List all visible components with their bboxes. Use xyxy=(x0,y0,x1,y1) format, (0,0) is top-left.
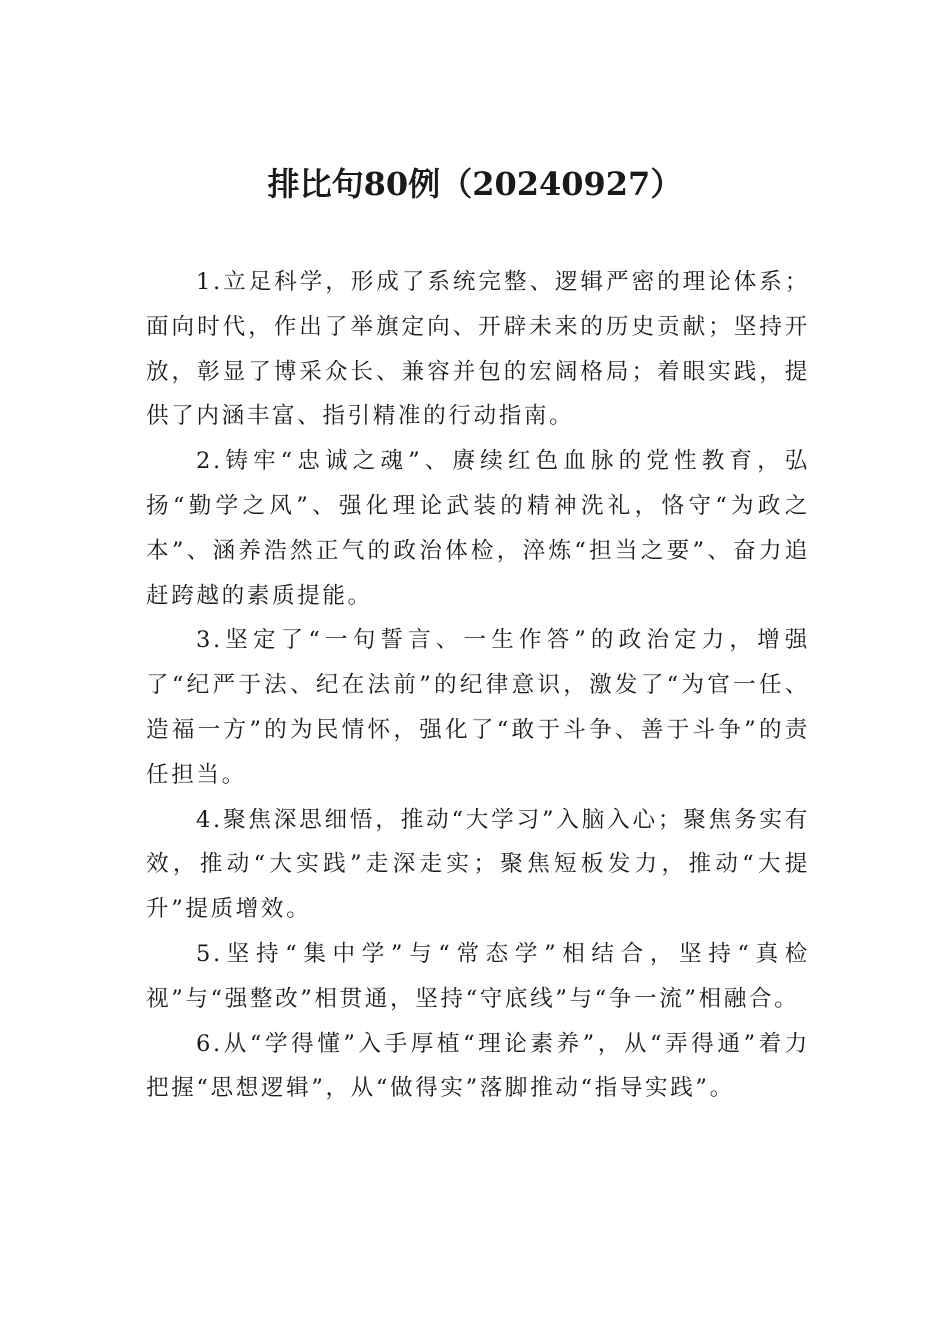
paragraph-2: 2.铸牢“忠诚之魂”、赓续红色血脉的党性教育，弘扬“勤学之风”、强化理论武装的精神洗礼，恪守“为政之本”、涵养浩然正气的政治体检，淬炼“担当之要”、奋力追赶跨越的素质提能。 xyxy=(146,448,810,609)
paragraph-1: 1.立足科学，形成了系统完整、逻辑严密的理论体系；面向时代，作出了举旗定向、开辟未来的历史贡献；坚持开放，彰显了博采众长、兼容并包的宏阔格局；着眼实践，提供了内涵丰富、指引精准的行动指南。 xyxy=(146,269,810,430)
document-title: 排比句80例（20240927） xyxy=(267,165,683,203)
paragraph-6: 6.从“学得懂”入手厚植“理论素养”，从“弄得通”着力把握“思想逻辑”，从“做得实”落脚推动“指导实践”。 xyxy=(146,1030,810,1102)
paragraph-5: 5.坚持“集中学”与“常态学”相结合，坚持“真检视”与“强整改”相贯通，坚持“守底线”与“争一流”相融合。 xyxy=(146,940,810,1012)
document-body xyxy=(146,260,810,1111)
paragraph-4: 4.聚焦深思细悟，推动“大学习”入脑入心；聚焦务实有效，推动“大实践”走深走实；聚焦短板发力，推动“大提升”提质增效。 xyxy=(146,806,810,923)
paragraph-3: 3.坚定了“一句誓言、一生作答”的政治定力，增强了“纪严于法、纪在法前”的纪律意识，激发了“为官一任、造福一方”的为民情怀，强化了“敢于斗争、善于斗争”的责任担当。 xyxy=(146,627,810,788)
